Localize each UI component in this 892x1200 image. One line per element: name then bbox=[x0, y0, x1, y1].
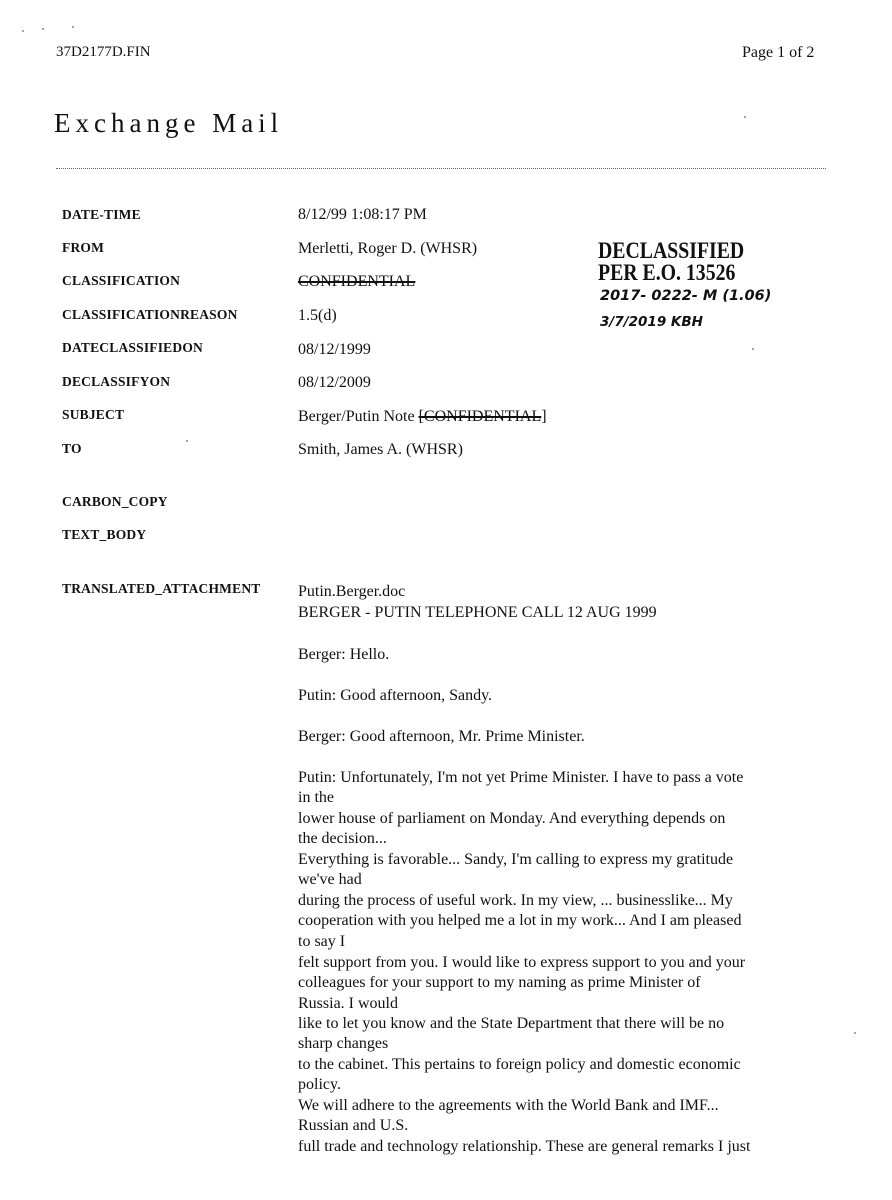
handwritten-case-number: 2017- 0222- M (1.06) bbox=[600, 288, 772, 304]
attachment-line: felt support from you. I would like to express support to you and your bbox=[298, 954, 746, 971]
scan-speck bbox=[72, 26, 74, 28]
attachment-line: Russian and U.S. bbox=[298, 1117, 409, 1134]
attachment-line: to say I bbox=[298, 933, 346, 950]
field-value-from: Merletti, Roger D. (WHSR) bbox=[298, 240, 478, 257]
attachment-line: Putin: Good afternoon, Sandy. bbox=[298, 687, 493, 704]
attachment-line: we've had bbox=[298, 871, 362, 888]
page-number: Page 1 of 2 bbox=[742, 44, 815, 61]
field-value-classification-reason: 1.5(d) bbox=[298, 307, 337, 324]
attachment-line: like to let you know and the State Department that there will be no bbox=[298, 1015, 725, 1032]
field-label-date-classified-on: DATECLASSIFIEDON bbox=[62, 340, 203, 355]
attachment-line: lower house of parliament on Monday. And everything depends on bbox=[298, 810, 726, 827]
subject-struck-marking: [CONFIDENTIAL bbox=[418, 408, 542, 425]
attachment-line: the decision... bbox=[298, 830, 387, 847]
stamp-line-declassified: DECLASSIFIED bbox=[598, 238, 745, 263]
attachment-line: Berger: Good afternoon, Mr. Prime Minister. bbox=[298, 728, 585, 745]
field-label-date-time: DATE-TIME bbox=[62, 207, 141, 222]
field-label-declassify-on: DECLASSIFYON bbox=[62, 374, 171, 389]
stamp-line-authority: PER E.O. 13526 bbox=[598, 260, 736, 285]
attachment-line: in the bbox=[298, 789, 334, 806]
attachment-line: colleagues for your support to my naming as prime Minister of bbox=[298, 974, 701, 991]
scan-speck bbox=[744, 116, 746, 118]
attachment-line: Putin: Unfortunately, I'm not yet Prime Minister. I have to pass a vote bbox=[298, 769, 744, 786]
page-title: Exchange Mail bbox=[54, 108, 284, 138]
file-id: 37D2177D.FIN bbox=[56, 44, 151, 60]
field-label-to: TO bbox=[62, 441, 82, 456]
field-value-subject bbox=[298, 408, 547, 426]
field-label-from: FROM bbox=[62, 240, 105, 255]
field-value-attachment-filename: Putin.Berger.doc bbox=[298, 583, 406, 600]
attachment-line: policy. bbox=[298, 1076, 341, 1093]
scan-speck bbox=[42, 28, 44, 30]
header-divider bbox=[56, 168, 826, 169]
attachment-line: Russia. I would bbox=[298, 995, 398, 1012]
scan-speck bbox=[752, 348, 754, 350]
handwritten-date-initials: 3/7/2019 KBH bbox=[600, 314, 703, 330]
attachment-line: We will adhere to the agreements with the World Bank and IMF... bbox=[298, 1097, 719, 1114]
scan-speck bbox=[22, 30, 24, 32]
attachment-line: sharp changes bbox=[298, 1035, 389, 1052]
subject-text: Berger/Putin Note bbox=[298, 408, 419, 425]
scan-speck bbox=[186, 440, 188, 442]
attachment-line: BERGER - PUTIN TELEPHONE CALL 12 AUG 1999 bbox=[298, 604, 657, 621]
field-value-date-time: 8/12/99 1:08:17 PM bbox=[298, 206, 427, 223]
field-label-carbon-copy: CARBON_COPY bbox=[62, 494, 168, 509]
field-label-text-body: TEXT_BODY bbox=[62, 527, 147, 542]
subject-bracket: ] bbox=[541, 408, 547, 425]
attachment-line: during the process of useful work. In my view, ... businesslike... My bbox=[298, 892, 733, 909]
attachment-line: cooperation with you helped me a lot in my work... And I am pleased bbox=[298, 912, 742, 929]
field-value-to: Smith, James A. (WHSR) bbox=[298, 441, 463, 458]
field-label-classification: CLASSIFICATION bbox=[62, 273, 181, 288]
field-value-classification: CONFIDENTIAL bbox=[298, 273, 416, 290]
scan-speck bbox=[854, 1032, 856, 1034]
declassified-stamp bbox=[598, 240, 744, 284]
field-label-subject: SUBJECT bbox=[62, 407, 125, 422]
attachment-line: to the cabinet. This pertains to foreign policy and domestic economic bbox=[298, 1056, 741, 1073]
field-label-translated-attachment: TRANSLATED_ATTACHMENT bbox=[62, 581, 261, 596]
field-value-date-classified-on: 08/12/1999 bbox=[298, 341, 371, 358]
field-label-classification-reason: CLASSIFICATIONREASON bbox=[62, 307, 238, 322]
field-value-declassify-on: 08/12/2009 bbox=[298, 374, 371, 391]
attachment-line: full trade and technology relationship. These are general remarks I just bbox=[298, 1138, 751, 1155]
attachment-line: Everything is favorable... Sandy, I'm calling to express my gratitude bbox=[298, 851, 734, 868]
attachment-line: Berger: Hello. bbox=[298, 646, 390, 663]
